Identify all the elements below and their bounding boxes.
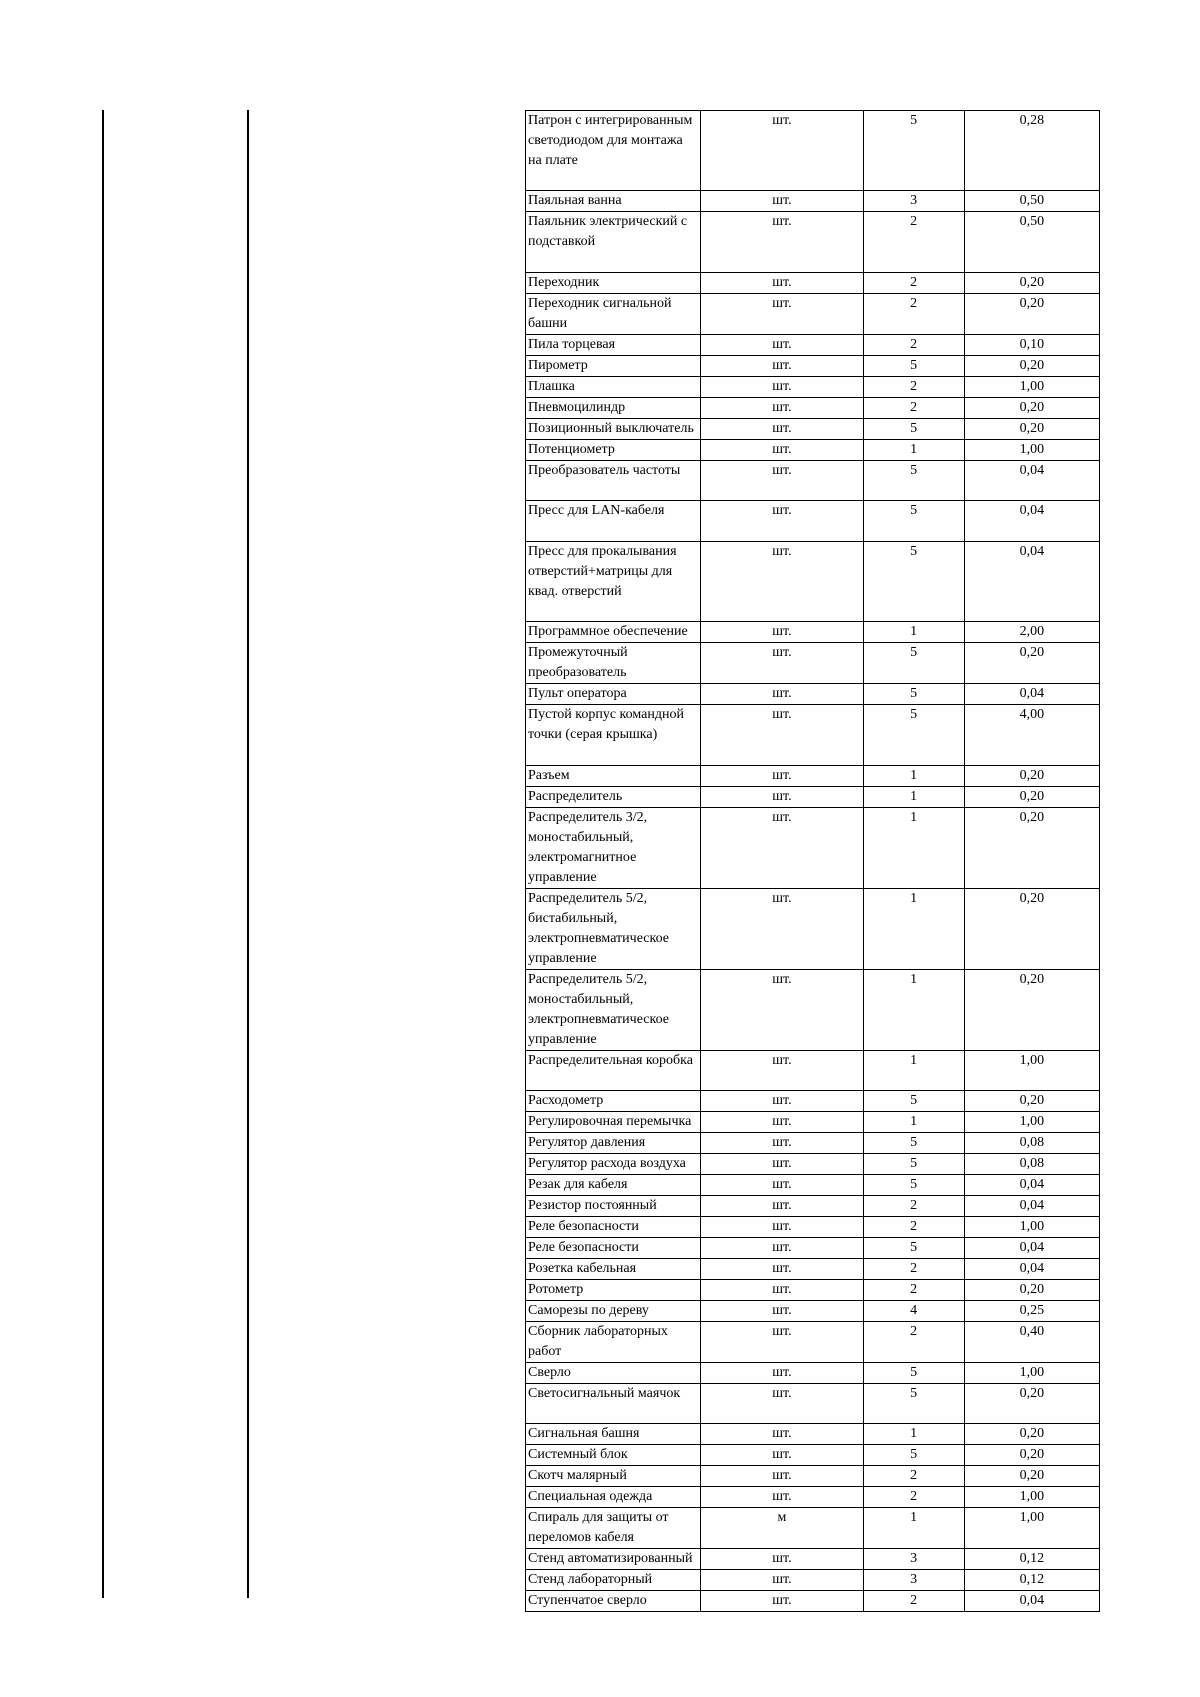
unit-cell: шт. [701, 1196, 863, 1217]
unit-cell: шт. [701, 1217, 863, 1238]
item-name-cell: Промежуточный преобразователь [526, 643, 701, 684]
quantity-cell: 5 [863, 1384, 964, 1424]
value-cell: 0,04 [964, 542, 1099, 622]
unit-cell: шт. [701, 461, 863, 501]
item-name-cell: Реле безопасности [526, 1238, 701, 1259]
item-name-cell: Саморезы по дереву [526, 1301, 701, 1322]
left-column-border [102, 110, 104, 1598]
unit-cell: шт. [701, 1175, 863, 1196]
quantity-cell: 2 [863, 335, 964, 356]
table-row [526, 1175, 1100, 1196]
unit-cell: шт. [701, 1384, 863, 1424]
value-cell: 0,28 [964, 111, 1099, 191]
unit-cell: шт. [701, 294, 863, 335]
unit-cell: шт. [701, 1445, 863, 1466]
value-cell: 0,25 [964, 1301, 1099, 1322]
table-row [526, 1591, 1100, 1612]
quantity-cell: 5 [863, 1175, 964, 1196]
item-name-cell: Пустой корпус командной точки (серая крышка) [526, 705, 701, 766]
table-row [526, 356, 1100, 377]
value-cell: 0,12 [964, 1570, 1099, 1591]
item-name-cell: Переходник сигнальной башни [526, 294, 701, 335]
table-row [526, 294, 1100, 335]
unit-cell: шт. [701, 889, 863, 970]
value-cell: 0,08 [964, 1133, 1099, 1154]
unit-cell: шт. [701, 808, 863, 889]
unit-cell: шт. [701, 440, 863, 461]
item-name-cell: Пила торцевая [526, 335, 701, 356]
table-row [526, 970, 1100, 1051]
unit-cell: шт. [701, 1363, 863, 1384]
unit-cell: шт. [701, 766, 863, 787]
item-name-cell: Паяльная ванна [526, 191, 701, 212]
table-row [526, 1384, 1100, 1424]
item-name-cell: Сверло [526, 1363, 701, 1384]
table-row [526, 643, 1100, 684]
unit-cell: шт. [701, 273, 863, 294]
quantity-cell: 2 [863, 294, 964, 335]
table-row [526, 705, 1100, 766]
item-name-cell: Позиционный выключатель [526, 419, 701, 440]
quantity-cell: 2 [863, 212, 964, 273]
table-row [526, 1133, 1100, 1154]
value-cell: 0,20 [964, 643, 1099, 684]
item-name-cell: Спираль для защиты от переломов кабеля [526, 1508, 701, 1549]
unit-cell: шт. [701, 542, 863, 622]
unit-cell: шт. [701, 1259, 863, 1280]
table-row [526, 1508, 1100, 1549]
value-cell: 0,20 [964, 1384, 1099, 1424]
quantity-cell: 5 [863, 501, 964, 542]
table-row [526, 501, 1100, 542]
item-name-cell: Преобразователь частоты [526, 461, 701, 501]
item-name-cell: Распределительная коробка [526, 1051, 701, 1091]
value-cell: 0,20 [964, 1466, 1099, 1487]
quantity-cell: 5 [863, 542, 964, 622]
quantity-cell: 2 [863, 1196, 964, 1217]
unit-cell: шт. [701, 212, 863, 273]
item-name-cell: Специальная одежда [526, 1487, 701, 1508]
value-cell: 0,20 [964, 970, 1099, 1051]
table-row [526, 1487, 1100, 1508]
table-row [526, 1301, 1100, 1322]
value-cell: 0,20 [964, 1445, 1099, 1466]
quantity-cell: 5 [863, 1091, 964, 1112]
item-name-cell: Распределитель [526, 787, 701, 808]
table-row [526, 766, 1100, 787]
value-cell: 2,00 [964, 622, 1099, 643]
quantity-cell: 2 [863, 1259, 964, 1280]
second-column-border [247, 110, 249, 1598]
value-cell: 0,10 [964, 335, 1099, 356]
table-row [526, 622, 1100, 643]
value-cell: 1,00 [964, 1363, 1099, 1384]
item-name-cell: Программное обеспечение [526, 622, 701, 643]
item-name-cell: Пирометр [526, 356, 701, 377]
item-name-cell: Пресс для LAN-кабеля [526, 501, 701, 542]
table-row [526, 398, 1100, 419]
value-cell: 1,00 [964, 377, 1099, 398]
table-row [526, 419, 1100, 440]
item-name-cell: Скотч малярный [526, 1466, 701, 1487]
unit-cell: шт. [701, 1112, 863, 1133]
item-name-cell: Стенд лабораторный [526, 1570, 701, 1591]
item-name-cell: Распределитель 5/2, моностабильный, электропневматическое управление [526, 970, 701, 1051]
table-row [526, 1570, 1100, 1591]
quantity-cell: 3 [863, 1549, 964, 1570]
table-row [526, 808, 1100, 889]
quantity-cell: 2 [863, 273, 964, 294]
table-row [526, 1091, 1100, 1112]
item-name-cell: Патрон с интегрированным светодиодом для монтажа на плате [526, 111, 701, 191]
value-cell: 0,04 [964, 1196, 1099, 1217]
quantity-cell: 5 [863, 705, 964, 766]
unit-cell: шт. [701, 1280, 863, 1301]
unit-cell: шт. [701, 622, 863, 643]
quantity-cell: 5 [863, 111, 964, 191]
value-cell: 1,00 [964, 1487, 1099, 1508]
quantity-cell: 5 [863, 1154, 964, 1175]
unit-cell: шт. [701, 191, 863, 212]
value-cell: 0,12 [964, 1549, 1099, 1570]
value-cell: 1,00 [964, 1051, 1099, 1091]
value-cell: 0,08 [964, 1154, 1099, 1175]
value-cell: 0,04 [964, 1175, 1099, 1196]
item-name-cell: Пресс для прокалывания отверстий+матрицы для квад. отверстий [526, 542, 701, 622]
item-name-cell: Потенциометр [526, 440, 701, 461]
unit-cell: шт. [701, 1301, 863, 1322]
table-row [526, 1445, 1100, 1466]
quantity-cell: 1 [863, 1112, 964, 1133]
quantity-cell: 1 [863, 1424, 964, 1445]
unit-cell: шт. [701, 501, 863, 542]
table-row [526, 273, 1100, 294]
value-cell: 0,20 [964, 1424, 1099, 1445]
value-cell: 0,20 [964, 766, 1099, 787]
quantity-cell: 5 [863, 684, 964, 705]
unit-cell: шт. [701, 1322, 863, 1363]
quantity-cell: 2 [863, 1466, 964, 1487]
unit-cell: шт. [701, 643, 863, 684]
value-cell: 0,50 [964, 212, 1099, 273]
table-row [526, 111, 1100, 191]
item-name-cell: Пневмоцилиндр [526, 398, 701, 419]
table-row [526, 440, 1100, 461]
unit-cell: шт. [701, 335, 863, 356]
table-row [526, 1424, 1100, 1445]
quantity-cell: 4 [863, 1301, 964, 1322]
table-row [526, 1259, 1100, 1280]
quantity-cell: 1 [863, 808, 964, 889]
quantity-cell: 2 [863, 1280, 964, 1301]
table-row [526, 1196, 1100, 1217]
quantity-cell: 5 [863, 1445, 964, 1466]
value-cell: 0,20 [964, 889, 1099, 970]
value-cell: 0,20 [964, 808, 1099, 889]
unit-cell: шт. [701, 1238, 863, 1259]
unit-cell: шт. [701, 705, 863, 766]
item-name-cell: Сигнальная башня [526, 1424, 701, 1445]
table-row [526, 335, 1100, 356]
quantity-cell: 1 [863, 1051, 964, 1091]
unit-cell: шт. [701, 1051, 863, 1091]
unit-cell: шт. [701, 1133, 863, 1154]
value-cell: 0,04 [964, 684, 1099, 705]
table-row [526, 1238, 1100, 1259]
table-row [526, 787, 1100, 808]
item-name-cell: Резистор постоянный [526, 1196, 701, 1217]
table-row [526, 1466, 1100, 1487]
item-name-cell: Системный блок [526, 1445, 701, 1466]
quantity-cell: 5 [863, 643, 964, 684]
value-cell: 0,04 [964, 1591, 1099, 1612]
quantity-cell: 3 [863, 191, 964, 212]
quantity-cell: 5 [863, 461, 964, 501]
value-cell: 0,20 [964, 419, 1099, 440]
table-row [526, 1549, 1100, 1570]
value-cell: 4,00 [964, 705, 1099, 766]
quantity-cell: 5 [863, 356, 964, 377]
unit-cell: шт. [701, 1591, 863, 1612]
unit-cell: шт. [701, 970, 863, 1051]
quantity-cell: 2 [863, 1322, 964, 1363]
item-name-cell: Пульт оператора [526, 684, 701, 705]
value-cell: 1,00 [964, 1217, 1099, 1238]
value-cell: 1,00 [964, 1508, 1099, 1549]
quantity-cell: 2 [863, 1487, 964, 1508]
unit-cell: шт. [701, 1154, 863, 1175]
quantity-cell: 5 [863, 1238, 964, 1259]
value-cell: 1,00 [964, 440, 1099, 461]
unit-cell: шт. [701, 356, 863, 377]
item-name-cell: Розетка кабельная [526, 1259, 701, 1280]
item-name-cell: Переходник [526, 273, 701, 294]
item-name-cell: Расходометр [526, 1091, 701, 1112]
quantity-cell: 5 [863, 1363, 964, 1384]
quantity-cell: 1 [863, 440, 964, 461]
unit-cell: шт. [701, 377, 863, 398]
unit-cell: шт. [701, 111, 863, 191]
item-name-cell: Регулятор давления [526, 1133, 701, 1154]
quantity-cell: 1 [863, 889, 964, 970]
table-row [526, 1154, 1100, 1175]
equipment-table [525, 110, 1100, 1612]
table-row [526, 377, 1100, 398]
table-row [526, 1280, 1100, 1301]
item-name-cell: Сборник лабораторных работ [526, 1322, 701, 1363]
value-cell: 0,20 [964, 356, 1099, 377]
item-name-cell: Разъем [526, 766, 701, 787]
quantity-cell: 2 [863, 398, 964, 419]
unit-cell: шт. [701, 684, 863, 705]
unit-cell: шт. [701, 1424, 863, 1445]
quantity-cell: 2 [863, 377, 964, 398]
value-cell: 0,04 [964, 461, 1099, 501]
value-cell: 0,04 [964, 1259, 1099, 1280]
value-cell: 0,20 [964, 1091, 1099, 1112]
value-cell: 0,20 [964, 787, 1099, 808]
quantity-cell: 2 [863, 1217, 964, 1238]
quantity-cell: 5 [863, 419, 964, 440]
table-row [526, 1217, 1100, 1238]
quantity-cell: 1 [863, 787, 964, 808]
unit-cell: шт. [701, 1549, 863, 1570]
table-row [526, 889, 1100, 970]
quantity-cell: 1 [863, 970, 964, 1051]
unit-cell: шт. [701, 398, 863, 419]
unit-cell: шт. [701, 1487, 863, 1508]
quantity-cell: 1 [863, 1508, 964, 1549]
quantity-cell: 5 [863, 1133, 964, 1154]
unit-cell: шт. [701, 1466, 863, 1487]
item-name-cell: Реле безопасности [526, 1217, 701, 1238]
value-cell: 0,50 [964, 191, 1099, 212]
unit-cell: шт. [701, 419, 863, 440]
item-name-cell: Ротометр [526, 1280, 701, 1301]
table-row [526, 461, 1100, 501]
value-cell: 0,20 [964, 294, 1099, 335]
table-row [526, 1112, 1100, 1133]
item-name-cell: Распределитель 3/2, моностабильный, электромагнитное управление [526, 808, 701, 889]
quantity-cell: 1 [863, 766, 964, 787]
equipment-table-body [526, 111, 1100, 1612]
table-row [526, 542, 1100, 622]
unit-cell: м [701, 1508, 863, 1549]
item-name-cell: Распределитель 5/2, бистабильный, электропневматическое управление [526, 889, 701, 970]
item-name-cell: Резак для кабеля [526, 1175, 701, 1196]
quantity-cell: 2 [863, 1591, 964, 1612]
table-row [526, 1051, 1100, 1091]
item-name-cell: Паяльник электрический с подставкой [526, 212, 701, 273]
table-row [526, 684, 1100, 705]
value-cell: 0,04 [964, 501, 1099, 542]
item-name-cell: Стенд автоматизированный [526, 1549, 701, 1570]
value-cell: 1,00 [964, 1112, 1099, 1133]
value-cell: 0,40 [964, 1322, 1099, 1363]
table-row [526, 1322, 1100, 1363]
value-cell: 0,04 [964, 1238, 1099, 1259]
table-row [526, 1363, 1100, 1384]
unit-cell: шт. [701, 787, 863, 808]
item-name-cell: Регулятор расхода воздуха [526, 1154, 701, 1175]
item-name-cell: Плашка [526, 377, 701, 398]
quantity-cell: 3 [863, 1570, 964, 1591]
value-cell: 0,20 [964, 398, 1099, 419]
unit-cell: шт. [701, 1091, 863, 1112]
item-name-cell: Регулировочная перемычка [526, 1112, 701, 1133]
unit-cell: шт. [701, 1570, 863, 1591]
value-cell: 0,20 [964, 273, 1099, 294]
table-row [526, 191, 1100, 212]
value-cell: 0,20 [964, 1280, 1099, 1301]
quantity-cell: 1 [863, 622, 964, 643]
table-row [526, 212, 1100, 273]
item-name-cell: Светосигнальный маячок [526, 1384, 701, 1424]
item-name-cell: Ступенчатое сверло [526, 1591, 701, 1612]
